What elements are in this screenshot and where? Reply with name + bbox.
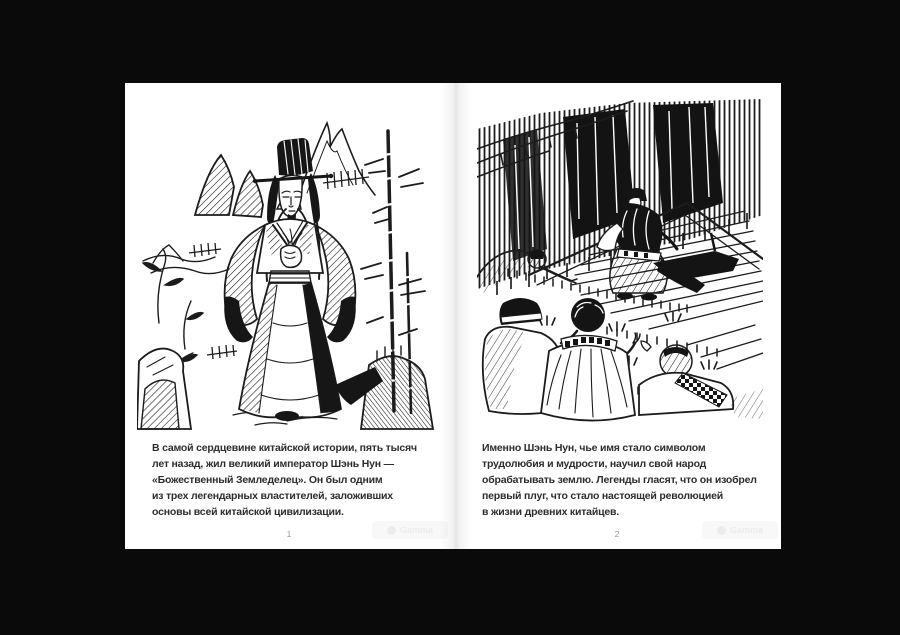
villager-right: [639, 341, 763, 419]
page-2: [453, 83, 781, 549]
gamma-watermark-label: Gamma: [729, 525, 764, 535]
page-number: 1: [286, 529, 292, 539]
gamma-watermark[interactable]: [372, 521, 448, 539]
paragraph-line: первый плуг, что стало настоящей революцией: [482, 490, 723, 502]
paragraph-line: Именно Шэнь Нун, чье имя стало символом: [482, 442, 706, 454]
gamma-watermark-label: Gamma: [399, 525, 434, 535]
paragraph-line: В самой сердцевине китайской истории, пять тысяч: [152, 442, 417, 454]
paragraph-line: в жизни древних китайцев.: [482, 506, 619, 518]
shen-nong-plowing-illustration: [477, 99, 763, 433]
page-1: [125, 83, 453, 549]
shen-nong-portrait-illustration: [137, 113, 442, 431]
villager-center: [541, 298, 640, 421]
page-number: 2: [614, 529, 620, 539]
gamma-logo-icon: [387, 526, 396, 535]
paragraph-line: обрабатывать землю. Легенды гласят, что он изобрел: [482, 474, 757, 486]
paragraph-line: лет назад, жил великий император Шэнь Нун —: [152, 458, 394, 470]
book-spread: [125, 83, 781, 549]
gamma-watermark[interactable]: [702, 521, 778, 539]
paragraph-line: из трех легендарных властителей, заложивших: [152, 490, 393, 502]
paragraph-line: трудолюбия и мудрости, научил свой народ: [482, 458, 707, 470]
page-1-paragraph: [152, 440, 417, 520]
paragraph-line: «Божественный Земледелец». Он был одним: [152, 474, 383, 486]
page-2-paragraph: [482, 440, 757, 520]
gamma-logo-icon: [717, 526, 726, 535]
paragraph-line: основы всей китайской цивилизации.: [152, 506, 344, 518]
